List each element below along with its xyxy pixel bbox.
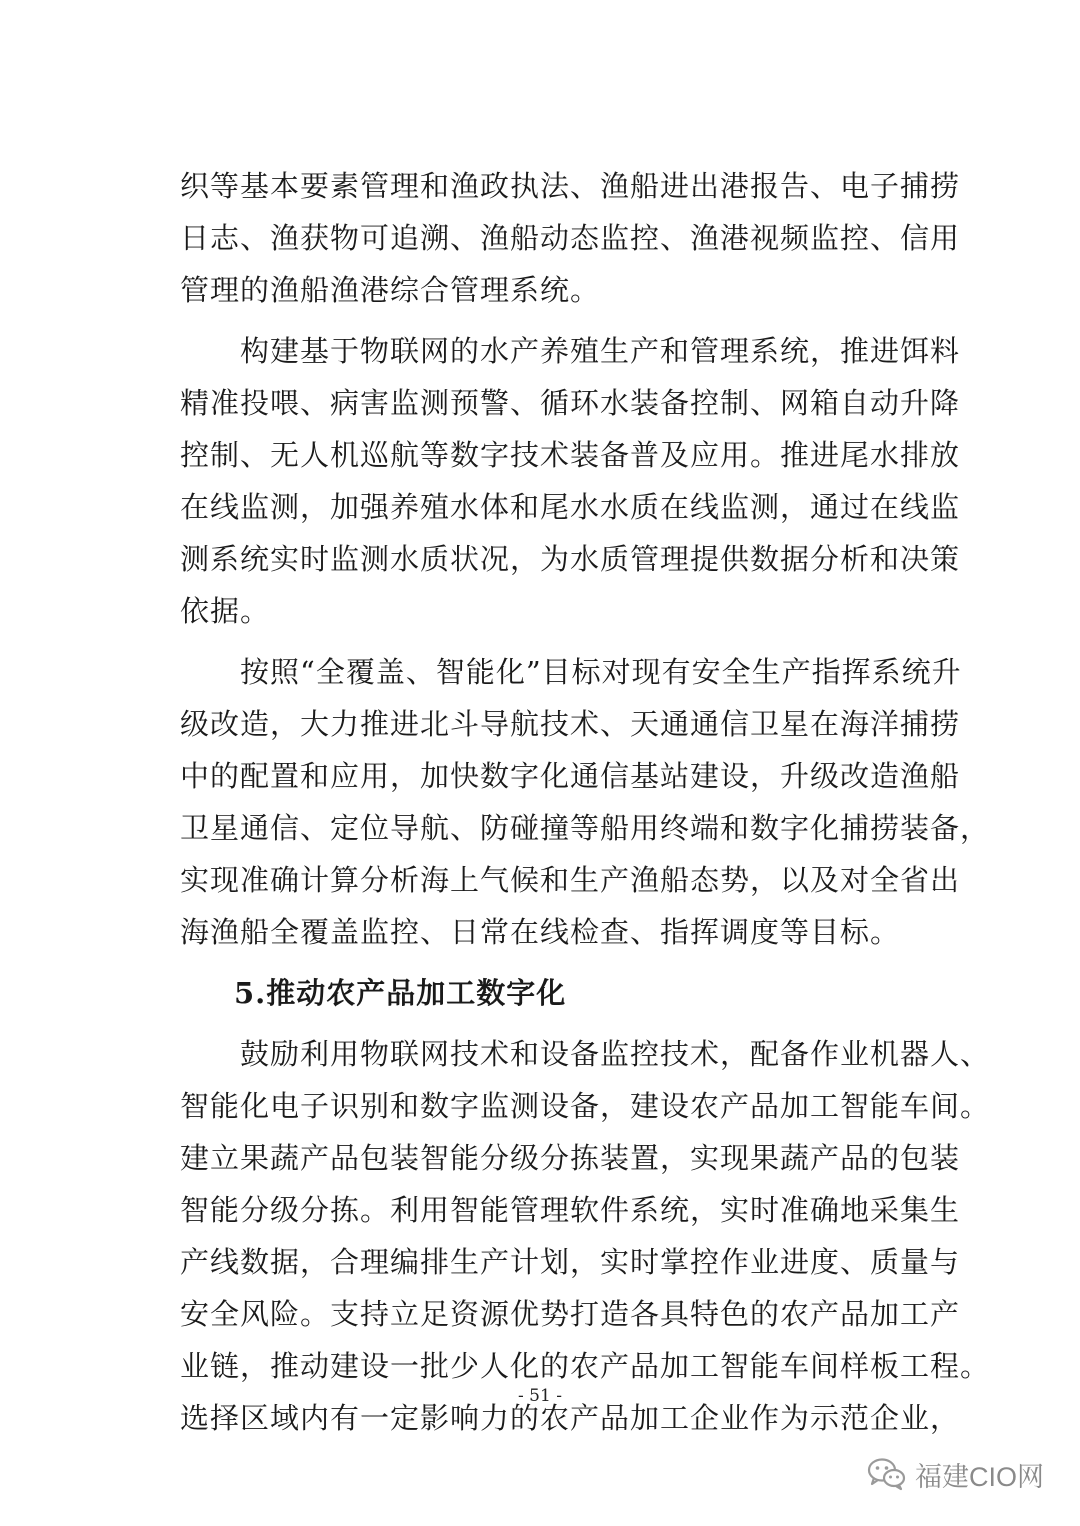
- document-body: [180, 160, 991, 1444]
- text-line: 卫星通信、定位导航、防碰撞等船用终端和数字化捕捞装备，: [180, 811, 991, 845]
- text-line: 构建基于物联网的水产养殖生产和管理系统，推进饵料: [180, 334, 961, 368]
- text-line: 织等基本要素管理和渔政执法、渔船进出港报告、电子捕捞: [180, 169, 961, 203]
- text-line: 产线数据，合理编排生产计划，实时掌控作业进度、质量与: [180, 1245, 961, 1279]
- section-heading: 5.推动农产品加工数字化: [234, 976, 567, 1010]
- text-line: 实现准确计算分析海上气候和生产渔船态势，以及对全省出: [180, 863, 961, 897]
- watermark-text: 福建CIO网: [914, 1461, 1044, 1492]
- text-line: 管理的渔船渔港综合管理系统。: [180, 273, 601, 307]
- text-line: 建立果蔬产品包装智能分级分拣装置，实现果蔬产品的包装: [180, 1141, 961, 1175]
- text-line: 在线监测，加强养殖水体和尾水水质在线监测，通过在线监: [180, 490, 961, 524]
- text-line: 海渔船全覆盖监控、日常在线检查、指挥调度等目标。: [180, 915, 901, 949]
- text-line: 依据。: [180, 594, 271, 628]
- text-line: 鼓励利用物联网技术和设备监控技术，配备作业机器人、: [180, 1037, 991, 1071]
- text-line: 业链，推动建设一批少人化的农产品加工智能车间样板工程。: [180, 1349, 991, 1383]
- text-line: 智能化电子识别和数字监测设备，建设农产品加工智能车间。: [180, 1089, 991, 1123]
- text-line: 精准投喂、病害监测预警、循环水装备控制、网箱自动升降: [180, 386, 961, 420]
- text-line: 测系统实时监测水质状况，为水质管理提供数据分析和决策: [180, 542, 961, 576]
- text-line: 按照“全覆盖、智能化”目标对现有安全生产指挥系统升: [180, 655, 962, 689]
- text-line: 选择区域内有一定影响力的农产品加工企业作为示范企业，: [180, 1401, 961, 1435]
- watermark: [867, 1454, 1044, 1494]
- text-line: 中的配置和应用，加快数字化通信基站建设，升级改造渔船: [180, 759, 961, 793]
- text-line: 智能分级分拣。利用智能管理软件系统，实时准确地采集生: [180, 1193, 961, 1227]
- text-line: 控制、无人机巡航等数字技术装备普及应用。推进尾水排放: [180, 438, 961, 472]
- page-number: - 51 -: [518, 1386, 562, 1406]
- text-line: 日志、渔获物可追溯、渔船动态监控、渔港视频监控、信用: [180, 221, 961, 255]
- text-line: 级改造，大力推进北斗导航技术、天通通信卫星在海洋捕捞: [180, 707, 961, 741]
- wechat-icon: [867, 1457, 907, 1491]
- text-line: 安全风险。支持立足资源优势打造各具特色的农产品加工产: [180, 1297, 961, 1331]
